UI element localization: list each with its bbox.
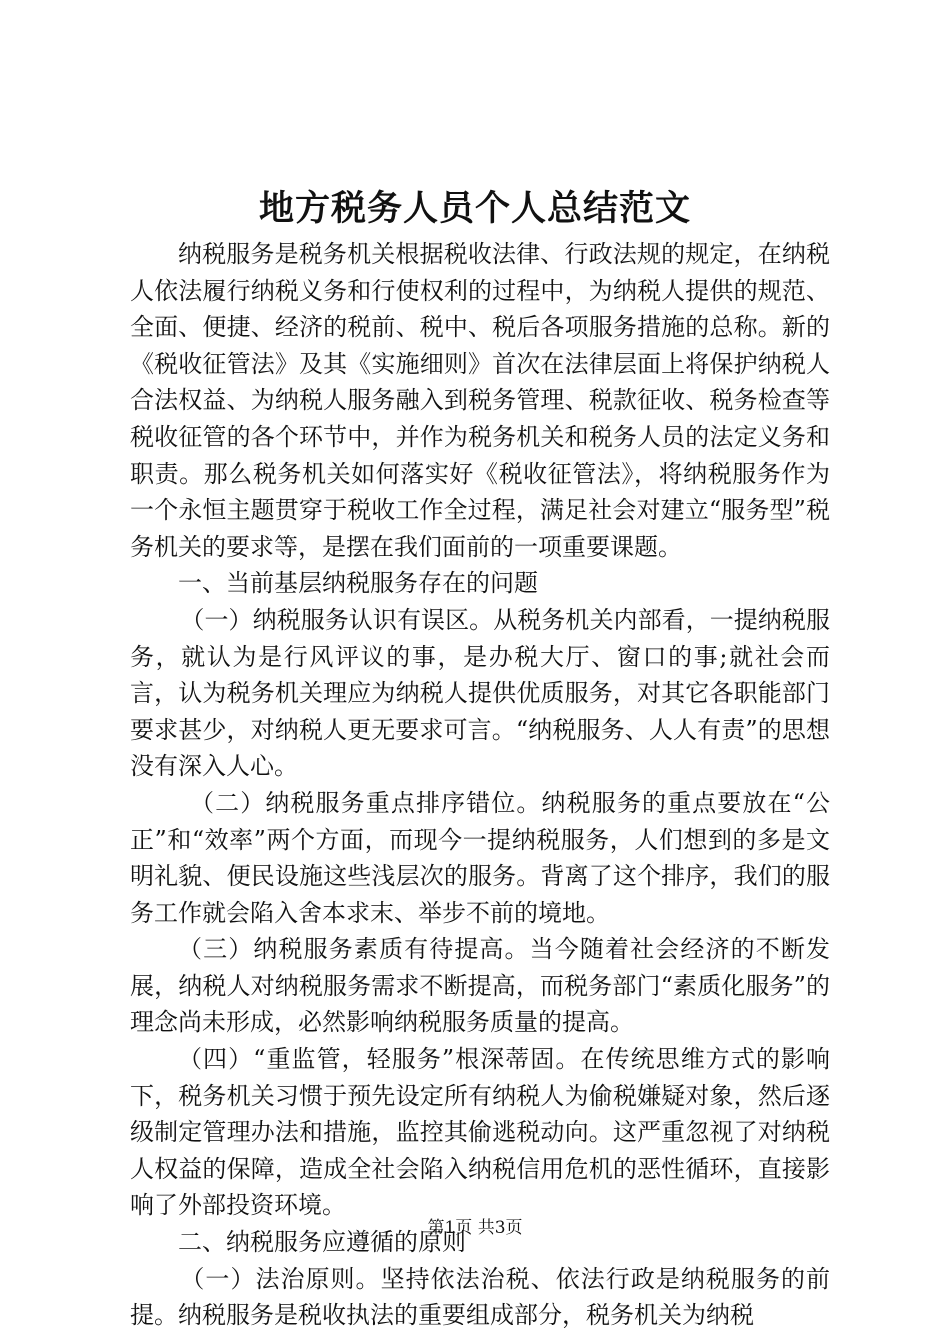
section-heading-2: 二、纳税服务应遵循的原则 — [178, 1228, 466, 1257]
page-number-footer: 第1页 共3页 — [427, 1218, 523, 1238]
paragraph-1-3: （三）纳税服务素质有待提高。当今随着社会经济的不断发展，纳税人对纳税服务需求不断提高，而税务部门“素质化服务”的理念尚未形成，必然影响纳税服务质量的提高。 — [130, 935, 830, 1037]
section-heading-1: 一、当前基层纳税服务存在的问题 — [178, 569, 538, 598]
paragraph-1-4: （四）“重监管，轻服务”根深蒂固。在传统思维方式的影响下，税务机关习惯于预先设定所有纳税人为偷税嫌疑对象，然后逐级制定管理办法和措施，监控其偷逃税动向。这严重忽视了对纳税人权益的保障，造成全社会陷入纳税信用危机的恶性循环，直接影响了外部投资环境。 — [130, 1045, 830, 1220]
paragraph-1-1: （一）纳税服务认识有误区。从税务机关内部看，一提纳税服务，就认为是行风评议的事，是办税大厅、窗口的事;就社会而言，认为税务机关理应为纳税人提供优质服务，对其它各职能部门要求甚少，对纳税人更无要求可言。“纳税服务、人人有责”的思想没有深入人心。 — [130, 605, 830, 781]
document-body — [130, 236, 830, 1334]
paragraph-2-1: （一）法治原则。坚持依法治税、依法行政是纳税服务的前提。纳税服务是税收执法的重要组成部分，税务机关为纳税 — [130, 1264, 830, 1330]
paragraph-1-2: （二）纳税服务重点排序错位。纳税服务的重点要放在“公正”和“效率”两个方面，而现今一提纳税服务，人们想到的多是文明礼貌、便民设施这些浅层次的服务。背离了这个排序，我们的服务工作就会陷入舍本求末、举步不前的境地。 — [130, 788, 830, 927]
document-title: 地方税务人员个人总结范文 — [258, 188, 691, 229]
paragraph-intro: 纳税服务是税务机关根据税收法律、行政法规的规定，在纳税人依法履行纳税义务和行使权利的过程中，为纳税人提供的规范、全面、便捷、经济的税前、税中、税后各项服务措施的总称。新的《税收征管法》及其《实施细则》首次在法律层面上将保护纳税人合法权益、为纳税人服务融入到税务管理、税款征收、税务检查等税收征管的各个环节中，并作为税务机关和税务人员的法定义务和职责。那么税务机关如何落实好《税收征管法》，将纳税服务作为一个永恒主题贯穿于税收工作全过程，满足社会对建立“服务型”税务机关的要求等，是摆在我们面前的一项重要课题。 — [130, 240, 830, 561]
